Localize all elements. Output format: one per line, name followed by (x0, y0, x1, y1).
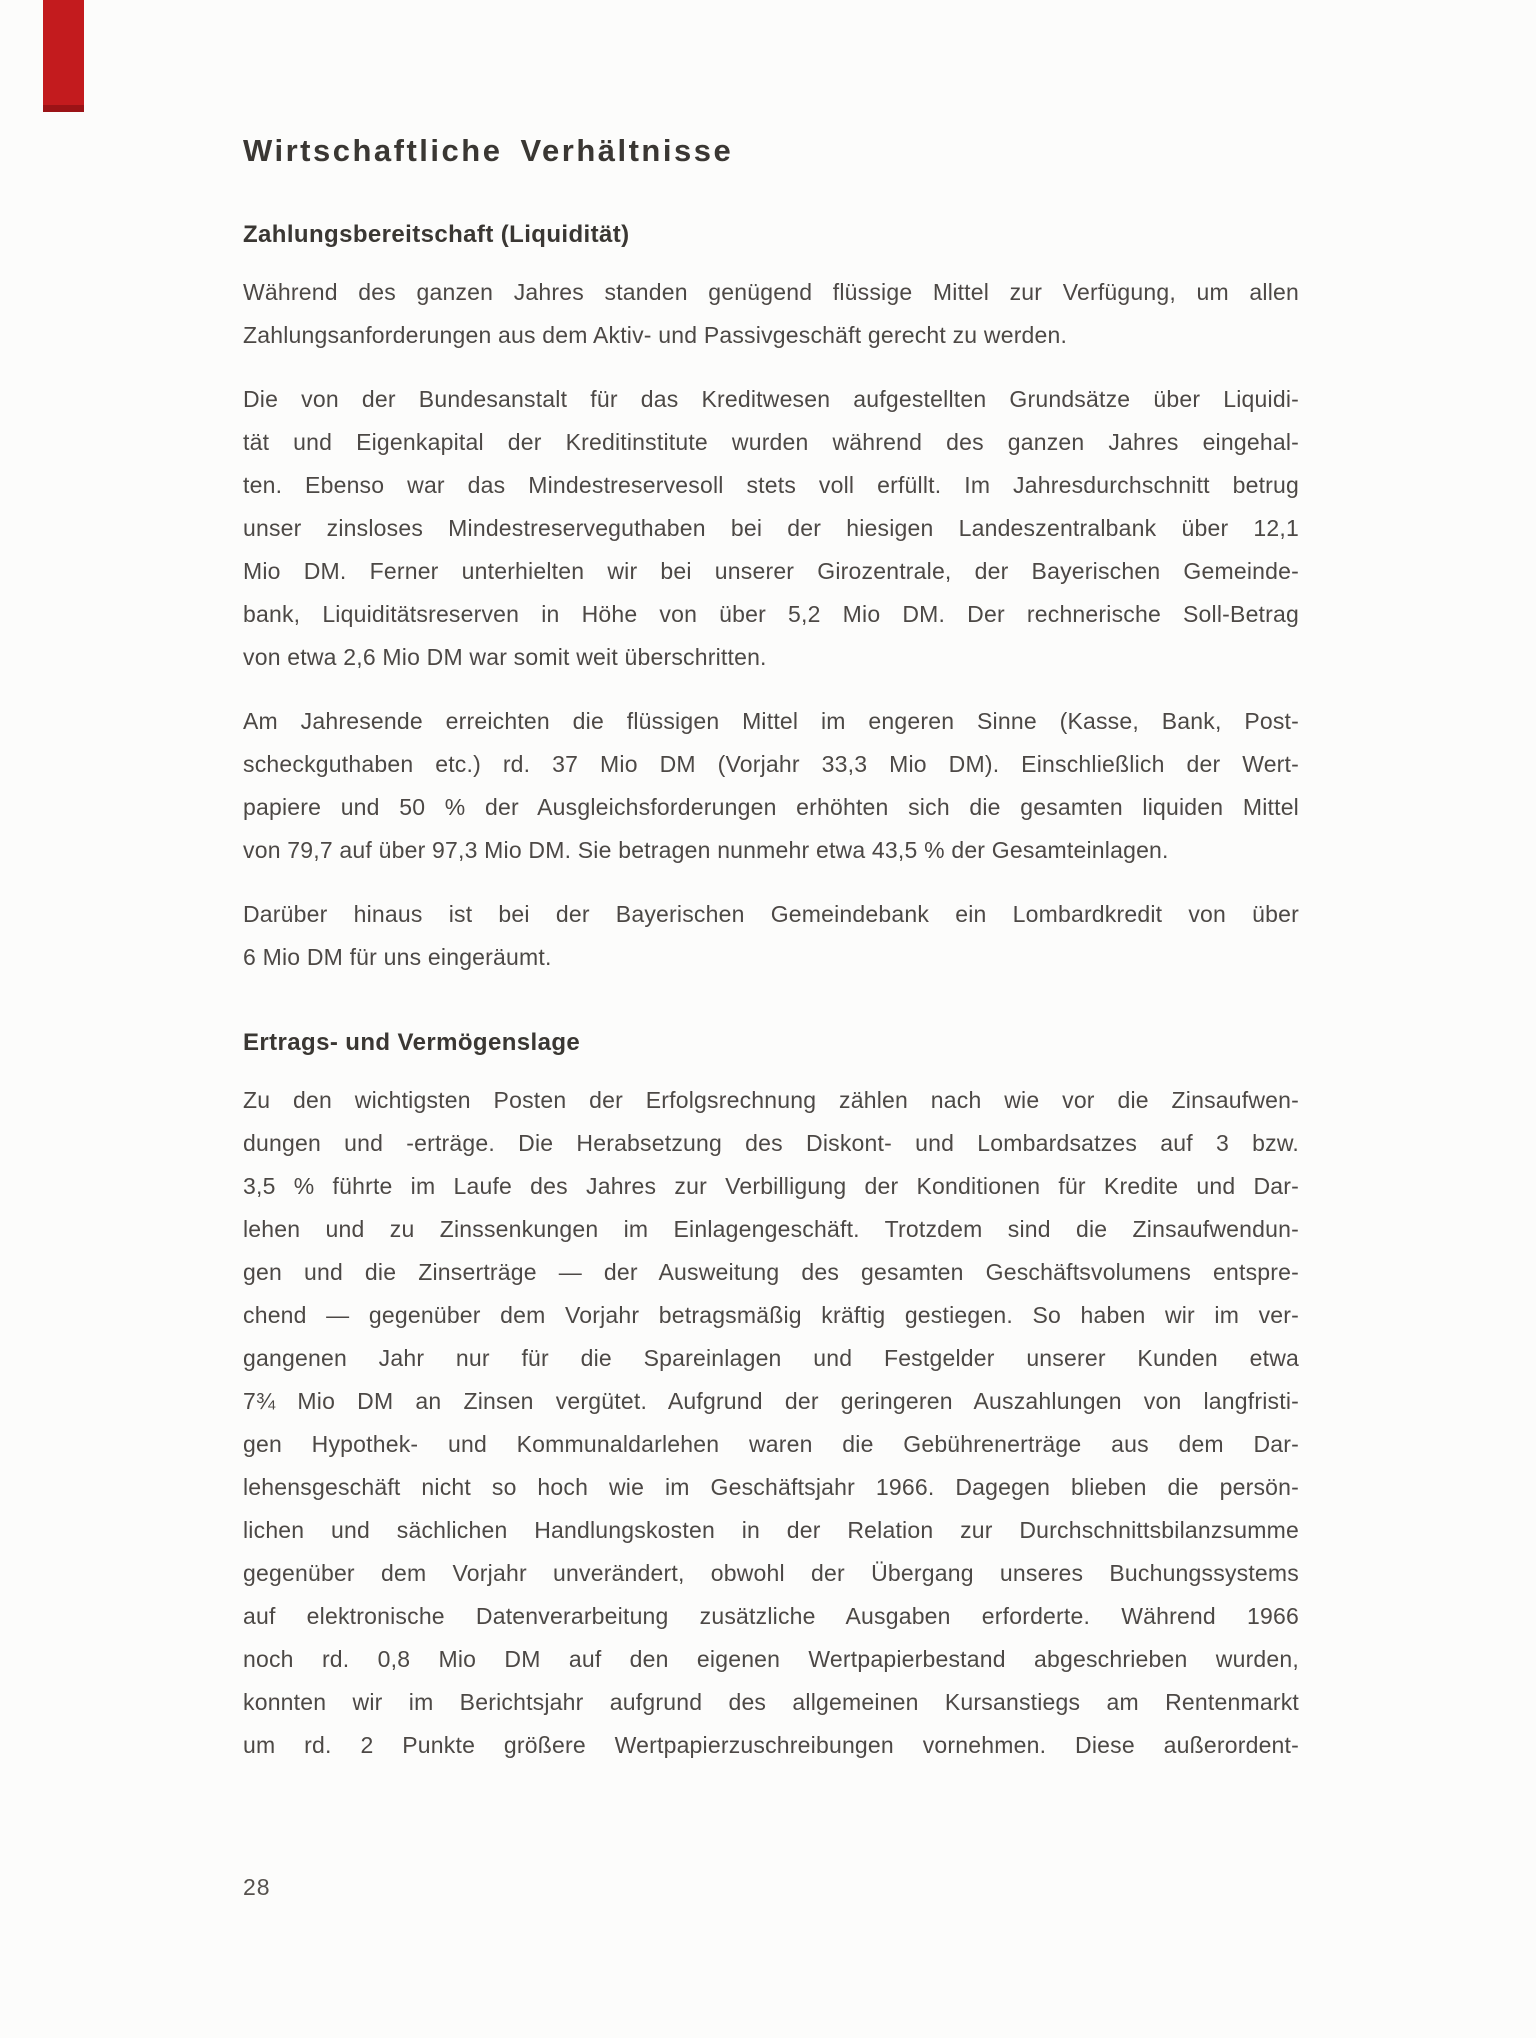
paragraph (243, 1079, 1299, 1767)
text-line: Zu den wichtigsten Posten der Erfolgsrechnung zählen nach wie vor die Zinsaufwen- (243, 1087, 1299, 1113)
sections (243, 220, 1299, 1767)
text-line: dungen und -erträge. Die Herabsetzung des Diskont- und Lombardsatzes auf 3 bzw. (243, 1130, 1299, 1156)
text-line: gangenen Jahr nur für die Spareinlagen und Festgelder unserer Kunden etwa (243, 1345, 1299, 1371)
text-line: unser zinsloses Mindestreserveguthaben bei der hiesigen Landeszentralbank über 12,1 (243, 515, 1299, 541)
text-line: ten. Ebenso war das Mindestreservesoll stets voll erfüllt. Im Jahresdurchschnitt betrug (243, 472, 1299, 498)
page-title: Wirtschaftliche Verhältnisse (243, 133, 734, 168)
text-line: von 79,7 auf über 97,3 Mio DM. Sie betragen nunmehr etwa 43,5 % der Gesamteinlagen. (243, 837, 1169, 863)
text-line: scheckguthaben etc.) rd. 37 Mio DM (Vorjahr 33,3 Mio DM). Einschließlich der Wert- (243, 751, 1299, 777)
text-line: von etwa 2,6 Mio DM war somit weit überschritten. (243, 644, 767, 670)
text-line: Während des ganzen Jahres standen genügend flüssige Mittel zur Verfügung, um allen (243, 279, 1299, 305)
text-line: bank, Liquiditätsreserven in Höhe von über 5,2 Mio DM. Der rechnerische Soll-Betrag (243, 601, 1299, 627)
text-line: lehen und zu Zinssenkungen im Einlagengeschäft. Trotzdem sind die Zinsaufwendun- (243, 1216, 1299, 1242)
document-body (243, 131, 1299, 1767)
text-line: chend — gegenüber dem Vorjahr betragsmäßig kräftig gestiegen. So haben wir im ver- (243, 1302, 1299, 1328)
paragraph (243, 271, 1299, 357)
paragraph (243, 700, 1299, 872)
text-line: papiere und 50 % der Ausgleichsforderungen erhöhten sich die gesamten liquiden Mittel (243, 794, 1299, 820)
text-line: lehensgeschäft nicht so hoch wie im Geschäftsjahr 1966. Dagegen blieben die persön- (243, 1474, 1299, 1500)
text-line: Mio DM. Ferner unterhielten wir bei unserer Girozentrale, der Bayerischen Gemeinde- (243, 558, 1299, 584)
paragraph (243, 378, 1299, 679)
page-number: 28 (243, 1874, 271, 1900)
section (243, 1028, 1299, 1767)
text-line: um rd. 2 Punkte größere Wertpapierzuschreibungen vornehmen. Diese außerordent- (243, 1732, 1299, 1758)
paragraph (243, 893, 1299, 979)
text-line: Am Jahresende erreichten die flüssigen Mittel im engeren Sinne (Kasse, Bank, Post- (243, 708, 1299, 734)
text-line: gen und die Zinserträge — der Ausweitung des gesamten Geschäftsvolumens entspre- (243, 1259, 1299, 1285)
text-line: gen Hypothek- und Kommunaldarlehen waren die Gebührenerträge aus dem Dar- (243, 1431, 1299, 1457)
text-line: 3,5 % führte im Laufe des Jahres zur Verbilligung der Konditionen für Kredite und Dar- (243, 1173, 1299, 1199)
text-line: gegenüber dem Vorjahr unverändert, obwohl der Übergang unseres Buchungssystems (243, 1560, 1299, 1586)
section-heading: Zahlungsbereitschaft (Liquidität) (243, 221, 630, 248)
text-line: auf elektronische Datenverarbeitung zusätzliche Ausgaben erforderte. Während 1966 (243, 1603, 1299, 1629)
text-line: Darüber hinaus ist bei der Bayerischen Gemeindebank ein Lombardkredit von über (243, 901, 1299, 927)
section-heading: Ertrags- und Vermögenslage (243, 1029, 581, 1056)
text-line: lichen und sächlichen Handlungskosten in der Relation zur Durchschnittsbilanzsumme (243, 1517, 1299, 1543)
text-line: noch rd. 0,8 Mio DM auf den eigenen Wertpapierbestand abgeschrieben wurden, (243, 1646, 1299, 1672)
text-line: tät und Eigenkapital der Kreditinstitute wurden während des ganzen Jahres eingehal- (243, 429, 1299, 455)
text-line: 6 Mio DM für uns eingeräumt. (243, 944, 552, 970)
section (243, 220, 1299, 979)
text-line: 7¾ Mio DM an Zinsen vergütet. Aufgrund der geringeren Auszahlungen von langfristi- (243, 1388, 1299, 1414)
text-line: Zahlungsanforderungen aus dem Aktiv- und Passivgeschäft gerecht zu werden. (243, 322, 1068, 348)
red-corner-mark (43, 0, 84, 112)
text-line: Die von der Bundesanstalt für das Kreditwesen aufgestellten Grundsätze über Liquidi- (243, 386, 1299, 412)
text-line: konnten wir im Berichtsjahr aufgrund des allgemeinen Kursanstiegs am Rentenmarkt (243, 1689, 1299, 1715)
